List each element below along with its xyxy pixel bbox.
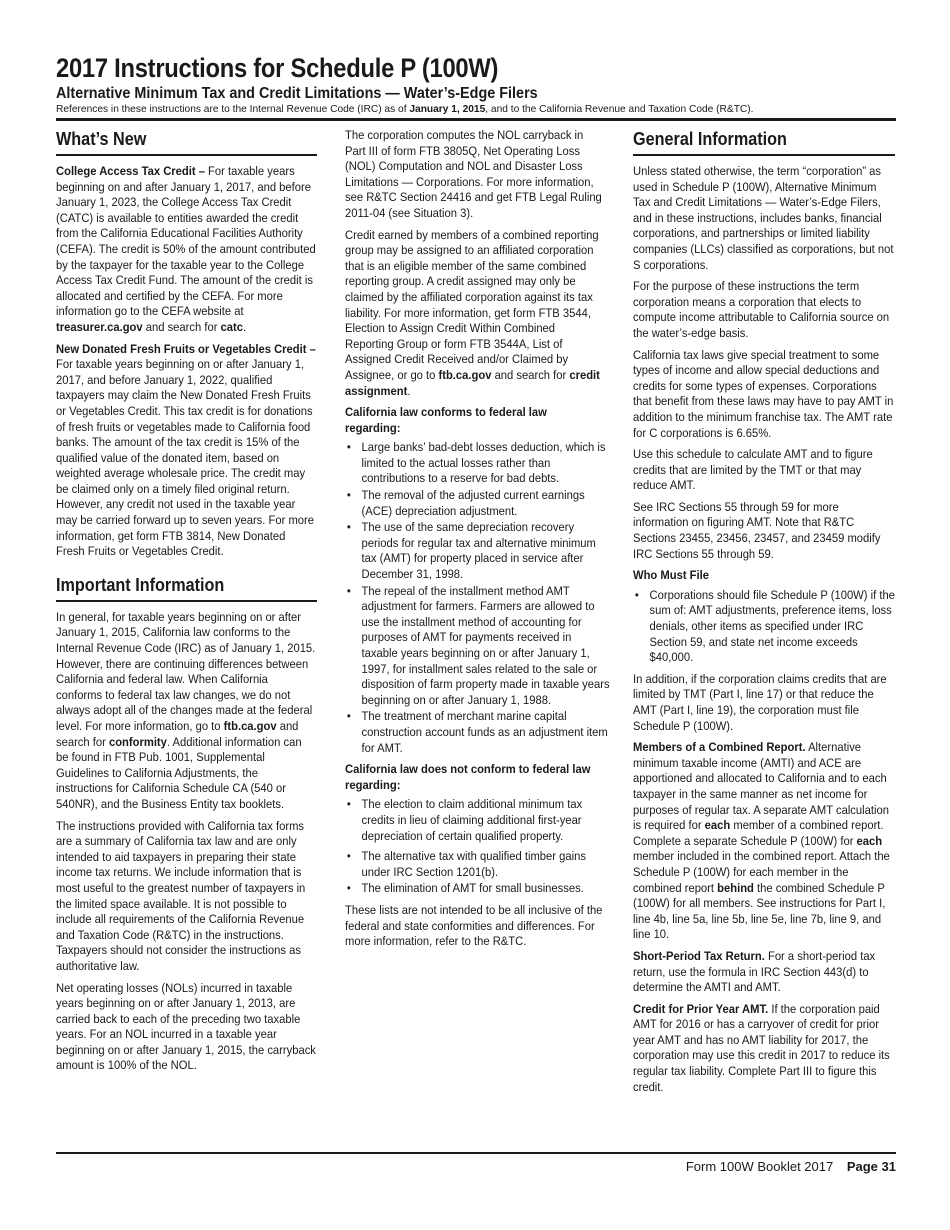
general-paragraph-2: For the purpose of these instructions the term corporation means a corporation that elects to compute income attributable to California source on the water’s-edge basis. — [633, 279, 890, 340]
page-subtitle: Alternative Minimum Tax and Credit Limitations — Water’s-Edge Filers — [56, 85, 538, 102]
list-item: • The repeal of the installment method AMT adjustment for farmers. Farmers are allowed to use the installment method of accounting for purposes of AMT for payments received in taxable years beginning on or after January 1, 1997, for installment sales related to the sale or disposition of farm property made in taxable years beginning on or after January 1, 1988. — [346, 583, 610, 707]
general-paragraph-5: See IRC Sections 55 through 59 for more information on figuring AMT. Note that R&TC Sections 23455, 23456, 23457, and 23459 modify IRC Sections 55 through 59. — [633, 499, 881, 561]
references-note — [56, 103, 896, 116]
heading-rule — [56, 600, 317, 602]
refs-text: References in these instructions are to the Internal Revenue Code (IRC) as of — [56, 104, 410, 115]
ftb-website: ftb.ca.gov — [223, 719, 277, 733]
important-paragraph-2: The instructions provided with California tax forms are a summary of California tax law and are only intended to aid taxpayers in preparing their state income tax returns. We include information that is most useful to the greatest number of taxpayers in the limited space available. It is not possible to include all requirements of the California Revenue and Taxation Code (R&TC) in the instructions. Taxpayers should not consider the instructions as authoritative law. — [56, 818, 306, 973]
column-2 — [345, 128, 610, 956]
who-must-file-heading: Who Must File — [633, 568, 709, 583]
footer-rule — [56, 1152, 896, 1154]
important-paragraph-3: Net operating losses (NOLs) incurred in taxable years beginning on or after January 1, 2013, are carried back to each of the preceding two taxable years. For an NOL incurred in a taxable year beginning on or after January 1, 2015, the carryback amount is 100% of the NOL. — [56, 980, 316, 1073]
general-paragraph-3: California tax laws give special treatment to some types of income and allow special deductions and credits for some types of expenses. Corporations that benefit from these laws may have to pay AMT in addition to the minimum franchise tax. The AMT rate for C corporations is 6.65%. — [633, 347, 894, 440]
combined-report-label: Members of a Combined Report. — [633, 740, 806, 755]
fruit-paragraph — [56, 342, 317, 560]
cr-each: each — [704, 818, 731, 833]
fruit-text: For taxable years beginning on or after January 1, 2017, and before January 1, 2022, qualified taxpayers may claim the New Donated Fresh Fruits or Vegetables Credit. This tax credit is for donations of fresh fruits or vegetables made to California food banks. The amount of the tax credit is 15% of the qualified value of the donated item, based on weighted average wholesale price. The credit may be claimed only on a timely filed original return. However, any credit not used in the taxable year may be carried forward up to seven years. For more information, get form FTB 3814, New Donated Fresh Fruits or Vegetables Credit. — [56, 357, 315, 559]
list-item: • The treatment of merchant marine capital construction account funds as an adjustment item for AMT. — [346, 709, 608, 755]
catc-paragraph — [56, 164, 317, 336]
imp-text: . Additional information can be found in FTB Pub. 1001, Supplemental Guidelines to California Adjustments, the instructions for California Schedule CA (540 or 540NR), and the Business Entity tax booklets. — [56, 734, 302, 811]
cr-text: member of a combined report. Complete a separate Schedule P (100W) for — [633, 818, 884, 848]
general-info-heading: General Information — [633, 129, 787, 149]
page-footer — [56, 1159, 896, 1175]
page-header — [56, 52, 896, 116]
ca-text: and search for — [491, 367, 570, 382]
short-period-label: Short-Period Tax Return. — [633, 948, 765, 963]
page-title: 2017 Instructions for Schedule P (100W) — [56, 53, 499, 83]
refs-date: January 1, 2015 — [409, 104, 486, 115]
list-item: • The use of the same depreciation recovery periods for regular tax and alternative minimum tax (AMT) for property placed in service after December 31, 1998. — [346, 520, 596, 582]
short-period-paragraph — [633, 949, 895, 996]
refs-text-end: , and to the California Revenue and Taxation Code (R&TC). — [485, 104, 754, 115]
ca-text: Credit earned by members of a combined reporting group may be assigned to an affiliated corporation that is an eligible member of the same combined reporting group. A credit assigned may only be claimed by the affiliated corporation against its tax liability. For more information, get form FTB 3544, Election to Assign Credit Within Combined Reporting Group or form FTB 3544A, List of Assigned Credit Received and/or Claimed by Assignee, or go to — [345, 227, 599, 382]
prior-year-amt-paragraph — [633, 1002, 895, 1096]
catc-mid: and search for — [142, 319, 221, 334]
catc-end: . — [243, 319, 247, 334]
not-conform-list — [345, 797, 605, 897]
not-conform-heading: California law does not conform to federal law regarding: — [345, 762, 591, 792]
imp-text: and search for — [56, 719, 299, 749]
cr-behind: behind — [717, 880, 754, 895]
important-info-heading: Important Information — [56, 574, 225, 595]
credit-assignment-search-term: credit assignment — [345, 367, 600, 398]
form-label: Form 100W Booklet 2017 — [685, 1159, 834, 1174]
nol-paragraph: The corporation computes the NOL carryback in Part III of form FTB 3805Q, Net Operating Loss (NOL) Computation and NOL and Disaster Loss Limitations — Corporations. For more information, see R&TC Section 24416 and get FTB Legal Ruling 2011-04 (see Situation 3). — [345, 128, 602, 220]
short-period-text: For a short-period tax return, use the formula in IRC Section 443(d) to determine the AMTI and AMT. — [633, 948, 876, 995]
prior-year-amt-label: Credit for Prior Year AMT. — [633, 1001, 769, 1016]
ftb-website: ftb.ca.gov — [438, 367, 492, 382]
cr-text: Alternative minimum taxable income (AMTI) and ACE are apportioned and allocated to California and to each taxpayer in the same manner as net income for purposes of regular tax. A separate AMT calculation is required for — [633, 740, 889, 833]
general-paragraph-6: In addition, if the corporation claims credits that are limited by TMT (Part I, line 17) or that reduce the AMT (Part I, line 19), the corporation must file Schedule P (100W). — [633, 671, 887, 733]
catc-search-term: catc — [220, 319, 244, 334]
conforms-list — [345, 440, 610, 756]
list-item: • The elimination of AMT for small businesses. — [346, 881, 584, 896]
cr-text: member included in the combined report. Attach the Schedule P (100W) for each member in the combined report — [633, 849, 890, 895]
important-paragraph-1 — [56, 610, 317, 813]
column-3 — [633, 128, 895, 1101]
catc-text: For taxable years beginning on and after January 1, 2017, and before January 1, 2023, the College Access Tax Credit (CATC) is available to entities awarded the credit from the California Educational Facilities Authority (CEFA). The credit is 50% of the amount contributed by the taxpayer for the taxable year to the College Access Tax Credit Fund. The amount of the credit is allocated and certified by the CEFA. For more information go to the CEFA website at — [56, 164, 316, 319]
conforms-heading: California law conforms to federal law regarding: — [345, 405, 547, 435]
catc-label: College Access Tax Credit – — [56, 164, 205, 178]
list-item: • The alternative tax with qualified timber gains under IRC Section 1201(b). — [346, 849, 586, 879]
ca-text: . — [407, 383, 411, 398]
credit-assignment-paragraph — [345, 228, 605, 400]
list-item: • Corporations should file Schedule P (100W) if the sum of: AMT adjustments, preference items, loss denials, other items as specified under IRC Section 59, and state net income exceeds $40,000. — [634, 587, 895, 665]
cr-each: each — [856, 833, 883, 848]
conformity-search-term: conformity — [108, 734, 167, 749]
lists-note-paragraph: These lists are not intended to be all inclusive of the federal and state conformities and differences. For more information, refer to the R&TC. — [345, 902, 603, 949]
column-1 — [56, 128, 317, 1080]
prior-year-amt-text: If the corporation paid AMT for 2016 or has a carryover of credit for prior year AMT and has no AMT liability for 2017, the corporation may use this credit in 2017 to reduce its regular tax liability. Complete Part III to figure this credit. — [633, 1001, 890, 1094]
who-must-file-list — [633, 588, 895, 666]
cr-text: the combined Schedule P (100W) for all members. See instructions for Part I, line 4b, line 5a, line 5b, line 5e, line 7b, line 9, and line 10. — [633, 880, 886, 942]
fruit-label: New Donated Fresh Fruits or Vegetables Credit – — [56, 341, 316, 356]
imp-text: In general, for taxable years beginning on or after January 1, 2015, California law conforms to the Internal Revenue Code (IRC) as of January 1, 2015. However, there are continuing differences between California and federal law. When California conforms to federal tax law changes, we do not always adopt all of the changes made at the federal level. For more information, go to — [56, 609, 316, 733]
cefa-website: treasurer.ca.gov — [56, 319, 143, 334]
whats-new-heading: What’s New — [56, 129, 147, 149]
page-number: Page 31 — [846, 1159, 896, 1174]
general-paragraph-4: Use this schedule to calculate AMT and to figure credits that are limited by the TMT or that may reduce AMT. — [633, 447, 873, 493]
list-item: • Large banks’ bad-debt losses deduction, which is limited to the actual losses rather than contributions to a reserve for bad debts. — [346, 440, 606, 486]
heading-rule — [633, 154, 895, 156]
combined-report-paragraph — [633, 740, 895, 943]
header-rule — [56, 118, 896, 121]
general-paragraph-1: Unless stated otherwise, the term “corporation” as used in Schedule P (100W), Alternative Minimum Tax and Credit Limitations — Water’s-Edge Filers, and in these instructions, includes banks, financial corporations, and partnerships or limited liability companies (LLCs) classified as corporations, but not S corporations. — [633, 164, 894, 272]
heading-rule — [56, 154, 317, 156]
list-item: • The removal of the adjusted current earnings (ACE) depreciation adjustment. — [346, 488, 585, 518]
list-item: • The election to claim additional minimum tax credits in lieu of claiming additional first-year depreciation of certain qualified property. — [346, 797, 583, 843]
